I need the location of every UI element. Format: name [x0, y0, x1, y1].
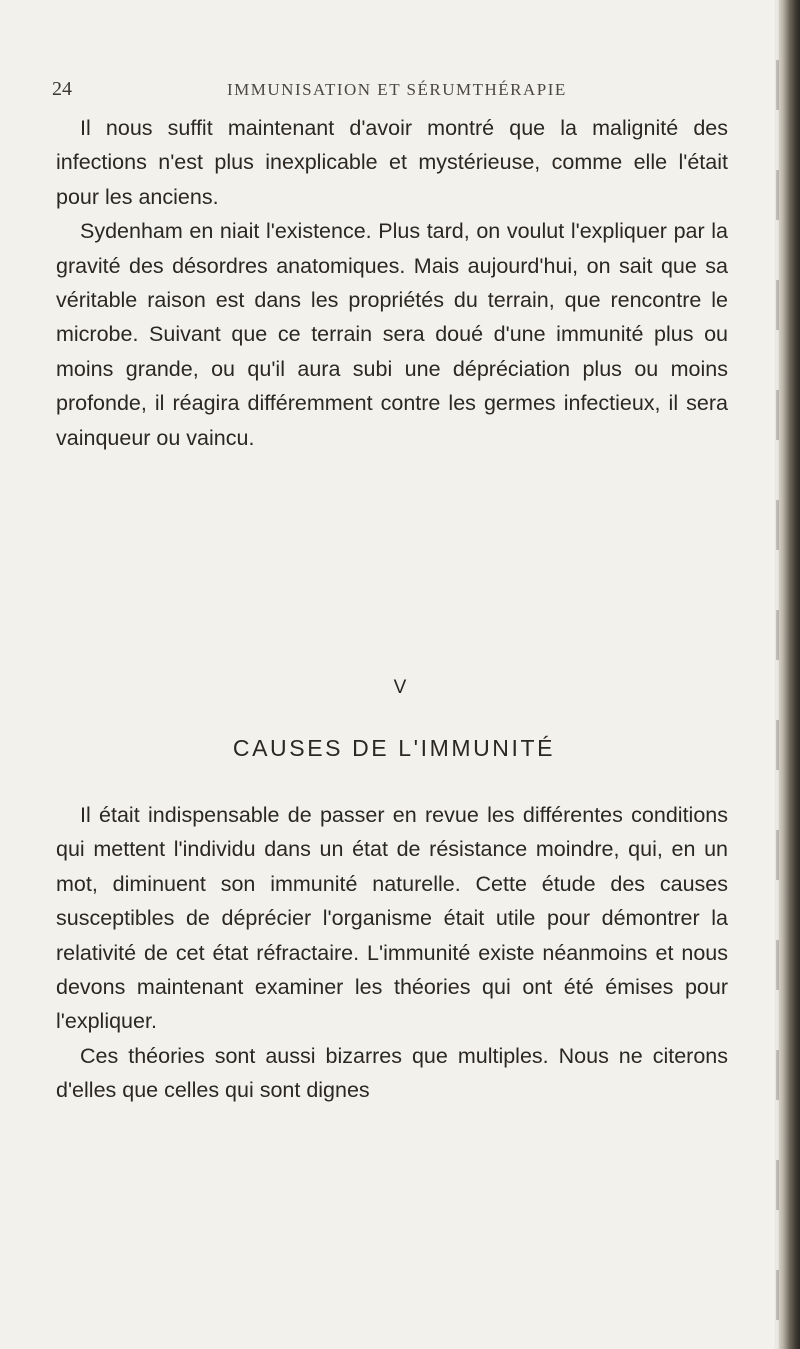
paragraph: Il était indispensable de passer en revue les différentes conditions qui mettent l'individu dans un état de résistance moindre, qui, en un mot, diminuent son immunité naturelle. Cette étude des causes susceptibles de déprécier l'organisme était utile pour démontrer la relativité de cet état réfractaire. L'immunité existe néanmoins et nous devons maintenant examiner les théories qui ont été émises pour l'expliquer. — [56, 803, 728, 1034]
text-block-before-section — [56, 111, 728, 455]
page-number: 24 — [52, 78, 72, 100]
paragraph: Ces théories sont aussi bizarres que multiples. Nous ne citerons d'elles que celles qui sont dignes — [56, 1043, 728, 1103]
running-head — [52, 78, 752, 108]
text-block-after-section — [56, 798, 728, 1108]
paragraph: Sydenham en niait l'existence. Plus tard, on voulut l'expliquer par la gravité des désordres anatomiques. Mais aujourd'hui, on sait que sa véritable raison est dans les propriétés du terrain, que rencontre le microbe. Suivant que ce terrain sera doué d'une immunité plus ou moins grande, ou qu'il aura subi une dépréciation plus ou moins profonde, il réagira différemment contre les germes infectieux, il sera vainqueur ou vaincu. — [56, 219, 728, 450]
page-binding-edge — [774, 0, 800, 1349]
paragraph: Il nous suffit maintenant d'avoir montré que la malignité des infections n'est plus inexplicable et mystérieuse, comme elle l'était pour les anciens. — [56, 116, 728, 209]
running-title: IMMUNISATION ET SÉRUMTHÉRAPIE — [227, 80, 567, 99]
section-title: CAUSES DE L'IMMUNITÉ — [232, 735, 556, 761]
section-number: V — [393, 677, 407, 698]
